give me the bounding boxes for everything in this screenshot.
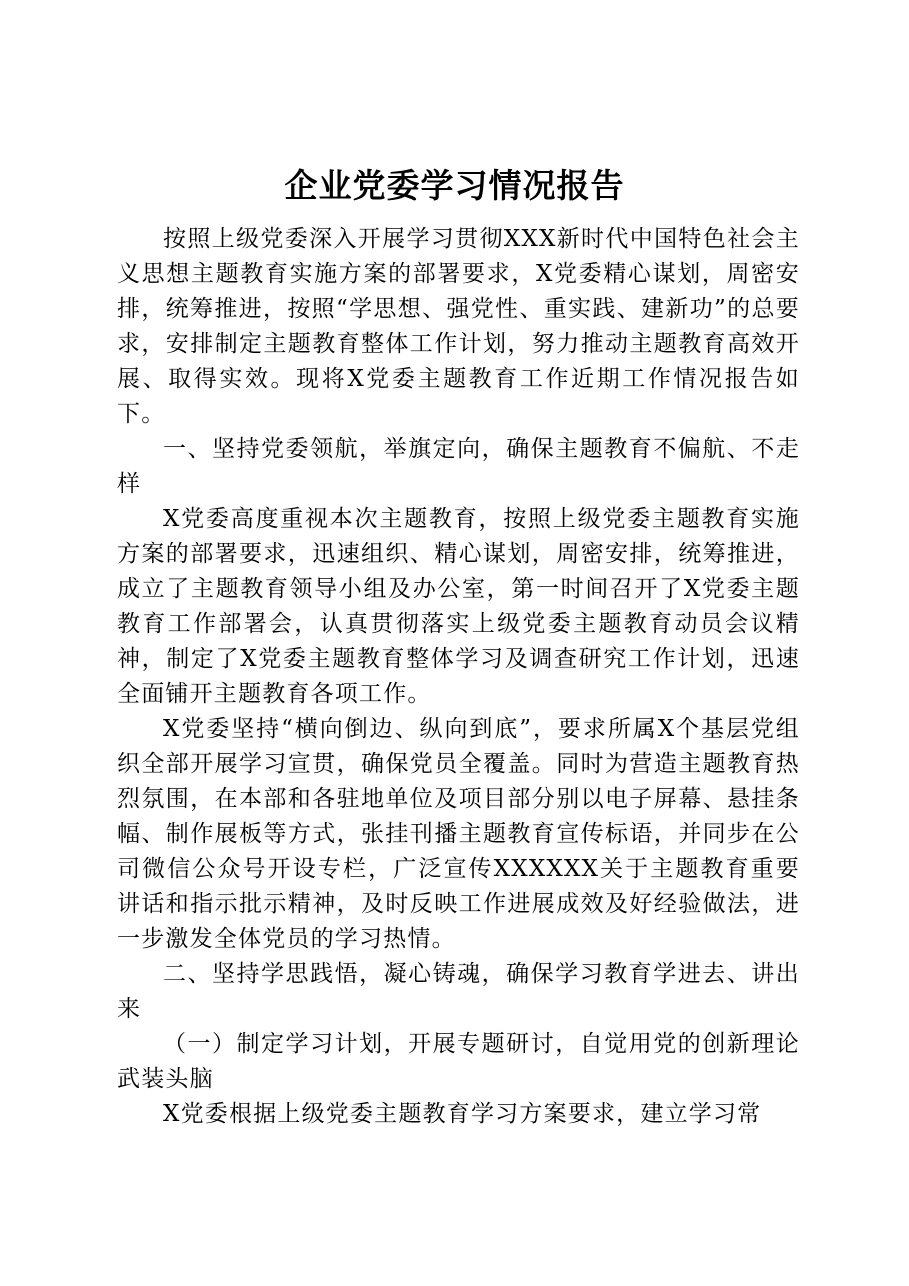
document-body <box>117 222 800 1132</box>
body-paragraph: X党委高度重视本次主题教育，按照上级党委主题教育实施方案的部署要求，迅速组织、精心谋划，周密安排，统筹推进，成立了主题教育领导小组及办公室，第一时间召开了X党委主题教育工作部署会，认真贯彻落实上级党委主题教育动员会议精神，制定了X党委主题教育整体学习及调查研究工作计划，迅速全面铺开主题教育各项工作。 <box>117 506 800 707</box>
body-paragraph: X党委根据上级党委主题教育学习方案要求，建立学习常 <box>163 1101 762 1127</box>
document-title: 企业党委学习情况报告 <box>284 166 625 205</box>
body-paragraph: X党委坚持“横向倒边、纵向到底”，要求所属X个基层党组织全部开展学习宣贯，确保党员全覆盖。同时为营造主题教育热烈氛围，在本部和各驻地单位及项目部分别以电子屏幕、悬挂条幅、制作展板等方式，张挂刊播主题教育宣传标语，并同步在公司微信公众号开设专栏，广泛宣传XXXXXX关于主题教育重要讲话和指示批示精神，及时反映工作进展成效及好经验做法，进一步激发全体党员的学习热情。 <box>117 716 800 952</box>
section-heading-2: 二、坚持学思践悟，凝心铸魂，确保学习教育学进去、讲出来 <box>117 961 800 1022</box>
section-heading-1: 一、坚持党委领航，举旗定向，确保主题教育不偏航、不走样 <box>117 436 800 497</box>
intro-paragraph: 按照上级党委深入开展学习贯彻XXX新时代中国特色社会主义思想主题教育实施方案的部署要求，X党委精心谋划，周密安排，统筹推进，按照“学思想、强党性、重实践、建新功”的总要求，安排制定主题教育整体工作计划，努力推动主题教育高效开展、取得实效。现将X党委主题教育工作近期工作情况报告如下。 <box>117 226 800 427</box>
subsection-heading-1: （一）制定学习计划，开展专题研讨，自觉用党的创新理论武装头脑 <box>117 1031 800 1092</box>
